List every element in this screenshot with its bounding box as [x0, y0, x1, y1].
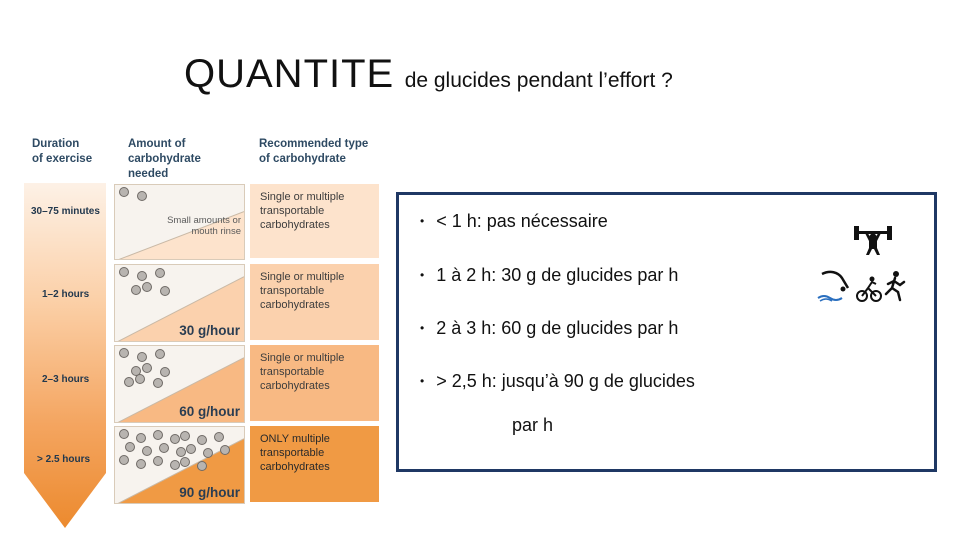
- bullet-text-3: 2 à 3 h: 60 g de glucides par h: [436, 318, 679, 338]
- type-label-4: ONLY multiple transportable carbohydrates: [260, 433, 330, 473]
- amount-box-2: [114, 264, 245, 342]
- carb-dot: [171, 461, 180, 470]
- carb-dot: [161, 287, 170, 296]
- carb-dot: [198, 462, 207, 471]
- duration-row-1: 30–75 minutes: [31, 206, 100, 217]
- bullet-text-4: > 2,5 h: jusqu’à 90 g de glucides: [436, 371, 695, 391]
- carb-dot: [138, 272, 147, 281]
- duration-arrow: [24, 183, 106, 528]
- carb-dot: [204, 449, 213, 458]
- header-amount: Amount of carbohydrate needed: [128, 138, 201, 180]
- carb-dot: [181, 432, 190, 441]
- type-box-3: [250, 345, 379, 421]
- carb-dot: [126, 443, 135, 452]
- carb-dot: [136, 375, 145, 384]
- carb-dot: [143, 283, 152, 292]
- type-box-2: [250, 264, 379, 340]
- amount-label-2: 30 g/hour: [179, 323, 240, 338]
- bullet-text-2: 1 à 2 h: 30 g de glucides par h: [436, 265, 679, 285]
- carb-dot: [138, 192, 147, 201]
- weightlifter-icon: [852, 222, 894, 256]
- bullet-item-2: • 1 à 2 h: 30 g de glucides par h: [420, 265, 679, 285]
- duration-row-4: > 2.5 hours: [37, 454, 91, 465]
- type-box-4: [250, 426, 379, 502]
- carb-dot: [143, 447, 152, 456]
- carb-dot: [154, 457, 163, 466]
- bullet-continuation: par h: [512, 415, 554, 435]
- carb-dot: [161, 368, 170, 377]
- amount-box-3: [114, 345, 245, 423]
- duration-row-3: 2–3 hours: [42, 374, 90, 385]
- bullet-item-1: • < 1 h: pas nécessaire: [420, 211, 608, 231]
- carb-dot: [120, 268, 129, 277]
- carb-dot: [132, 286, 141, 295]
- carb-dot: [215, 433, 224, 442]
- type-label-3: Single or multiple transportable carbohydrates: [260, 352, 345, 392]
- page-title: [184, 52, 673, 97]
- bullet-item-3: • 2 à 3 h: 60 g de glucides par h: [420, 318, 679, 338]
- carb-dot: [221, 446, 230, 455]
- carb-dot: [143, 364, 152, 373]
- carb-dot: [160, 444, 169, 453]
- carb-dot: [125, 378, 134, 387]
- type-box-1: [250, 184, 379, 258]
- carb-dot: [177, 448, 186, 457]
- carb-dot: [181, 458, 190, 467]
- carb-dot: [187, 445, 196, 454]
- bullet-text-1: < 1 h: pas nécessaire: [436, 211, 608, 231]
- carb-dot: [154, 431, 163, 440]
- carb-dot: [171, 435, 180, 444]
- carb-dot: [154, 379, 163, 388]
- bullet-item-4: • > 2,5 h: jusqu’à 90 g de glucides: [420, 371, 695, 391]
- amount-label-4: 90 g/hour: [179, 485, 240, 500]
- carb-dot: [137, 460, 146, 469]
- carb-dot: [198, 436, 207, 445]
- type-label-2: Single or multiple transportable carbohydrates: [260, 271, 345, 311]
- title-main: QUANTITE: [184, 52, 395, 96]
- carb-dot: [120, 456, 129, 465]
- amount-box-4: [114, 426, 245, 504]
- amount-box-1: [114, 184, 245, 260]
- carb-dot: [156, 350, 165, 359]
- type-label-1: Single or multiple transportable carbohydrates: [260, 191, 345, 231]
- triathlon-icon: [816, 268, 908, 304]
- title-subtitle: de glucides pendant l’effort ?: [404, 69, 673, 92]
- amount-label-3: 60 g/hour: [179, 404, 240, 419]
- header-type: Recommended type of carbohydrate: [259, 138, 369, 165]
- carb-dot: [120, 430, 129, 439]
- header-duration: Duration of exercise: [32, 138, 93, 165]
- carb-dot: [120, 349, 129, 358]
- carb-dot: [120, 188, 129, 197]
- carb-dot: [137, 434, 146, 443]
- carb-dot: [138, 353, 147, 362]
- amount-label-1: Small amounts or mouth rinse: [167, 215, 241, 237]
- carb-dot: [156, 269, 165, 278]
- duration-row-2: 1–2 hours: [42, 289, 90, 300]
